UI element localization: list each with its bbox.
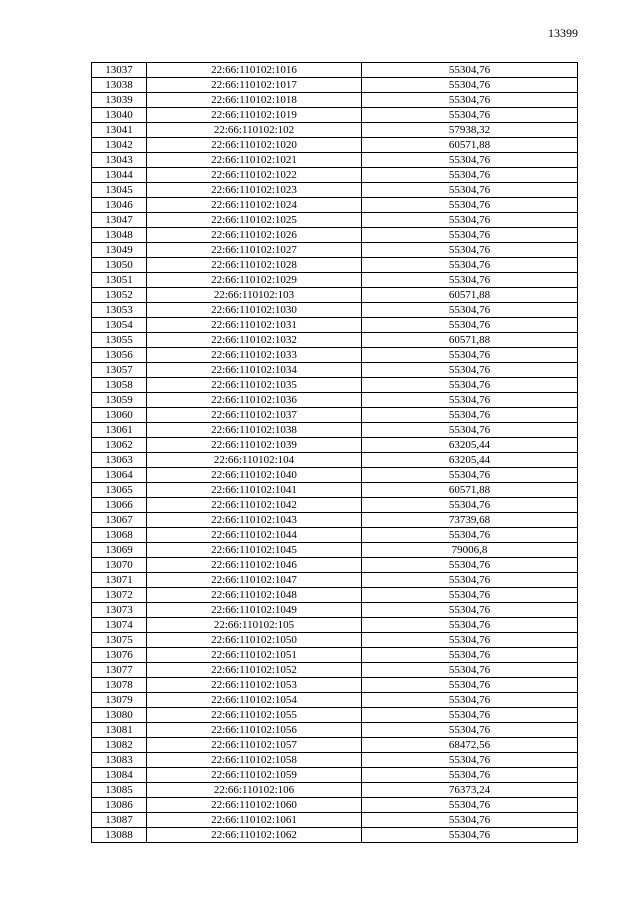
table-row — [92, 393, 578, 408]
table-row — [92, 228, 578, 243]
table-row — [92, 588, 578, 603]
cadastral-value-cell: 63205,44 — [362, 453, 578, 468]
table-row — [92, 468, 578, 483]
row-number-cell: 13082 — [92, 738, 147, 753]
row-number-cell: 13061 — [92, 423, 147, 438]
cadastral-number-cell: 22:66:110102:1020 — [147, 138, 362, 153]
cadastral-number-cell: 22:66:110102:105 — [147, 618, 362, 633]
row-number-cell: 13039 — [92, 93, 147, 108]
cadastral-number-cell: 22:66:110102:1033 — [147, 348, 362, 363]
cadastral-number-cell: 22:66:110102:1042 — [147, 498, 362, 513]
cadastral-value-cell: 55304,76 — [362, 168, 578, 183]
table-row — [92, 738, 578, 753]
cadastral-value-cell: 55304,76 — [362, 573, 578, 588]
page-number: 13399 — [548, 26, 578, 40]
table-row — [92, 558, 578, 573]
cadastral-value-cell: 55304,76 — [362, 273, 578, 288]
cadastral-number-cell: 22:66:110102:1056 — [147, 723, 362, 738]
row-number-cell: 13063 — [92, 453, 147, 468]
row-number-cell: 13045 — [92, 183, 147, 198]
table-row — [92, 693, 578, 708]
row-number-cell: 13077 — [92, 663, 147, 678]
cadastral-number-cell: 22:66:110102:1028 — [147, 258, 362, 273]
cadastral-number-cell: 22:66:110102:106 — [147, 783, 362, 798]
table-row — [92, 708, 578, 723]
table-row — [92, 618, 578, 633]
table-row — [92, 828, 578, 843]
table-row — [92, 183, 578, 198]
cadastral-value-cell: 55304,76 — [362, 618, 578, 633]
cadastral-number-cell: 22:66:110102:1048 — [147, 588, 362, 603]
cadastral-value-cell: 55304,76 — [362, 723, 578, 738]
cadastral-number-cell: 22:66:110102:1050 — [147, 633, 362, 648]
table-body — [92, 63, 578, 843]
row-number-cell: 13076 — [92, 648, 147, 663]
cadastral-value-cell: 55304,76 — [362, 798, 578, 813]
cadastral-value-cell: 55304,76 — [362, 753, 578, 768]
row-number-cell: 13053 — [92, 303, 147, 318]
row-number-cell: 13059 — [92, 393, 147, 408]
cadastral-number-cell: 22:66:110102:1038 — [147, 423, 362, 438]
row-number-cell: 13079 — [92, 693, 147, 708]
table-row — [92, 153, 578, 168]
cadastral-value-cell: 55304,76 — [362, 648, 578, 663]
table-row — [92, 498, 578, 513]
cadastral-number-cell: 22:66:110102:1039 — [147, 438, 362, 453]
row-number-cell: 13049 — [92, 243, 147, 258]
cadastral-number-cell: 22:66:110102:103 — [147, 288, 362, 303]
cadastral-value-cell: 55304,76 — [362, 93, 578, 108]
table-row — [92, 543, 578, 558]
cadastral-number-cell: 22:66:110102:1061 — [147, 813, 362, 828]
table-row — [92, 258, 578, 273]
row-number-cell: 13038 — [92, 78, 147, 93]
row-number-cell: 13073 — [92, 603, 147, 618]
table-row — [92, 333, 578, 348]
row-number-cell: 13066 — [92, 498, 147, 513]
row-number-cell: 13067 — [92, 513, 147, 528]
cadastral-number-cell: 22:66:110102:1040 — [147, 468, 362, 483]
row-number-cell: 13046 — [92, 198, 147, 213]
cadastral-number-cell: 22:66:110102:1017 — [147, 78, 362, 93]
table-row — [92, 783, 578, 798]
cadastral-value-cell: 73739,68 — [362, 513, 578, 528]
cadastral-value-cell: 55304,76 — [362, 633, 578, 648]
table-row — [92, 768, 578, 783]
row-number-cell: 13074 — [92, 618, 147, 633]
cadastral-value-cell: 55304,76 — [362, 228, 578, 243]
cadastral-value-cell: 55304,76 — [362, 603, 578, 618]
row-number-cell: 13085 — [92, 783, 147, 798]
cadastral-number-cell: 22:66:110102:102 — [147, 123, 362, 138]
cadastral-value-cell: 55304,76 — [362, 153, 578, 168]
cadastral-number-cell: 22:66:110102:1049 — [147, 603, 362, 618]
row-number-cell: 13069 — [92, 543, 147, 558]
cadastral-number-cell: 22:66:110102:1019 — [147, 108, 362, 123]
table-row — [92, 108, 578, 123]
table-row — [92, 168, 578, 183]
cadastral-value-cell: 60571,88 — [362, 483, 578, 498]
table-row — [92, 138, 578, 153]
row-number-cell: 13064 — [92, 468, 147, 483]
cadastral-value-cell: 60571,88 — [362, 333, 578, 348]
cadastral-value-cell: 68472,56 — [362, 738, 578, 753]
cadastral-value-cell: 55304,76 — [362, 498, 578, 513]
row-number-cell: 13084 — [92, 768, 147, 783]
row-number-cell: 13081 — [92, 723, 147, 738]
cadastral-number-cell: 22:66:110102:1024 — [147, 198, 362, 213]
table-row — [92, 213, 578, 228]
cadastral-number-cell: 22:66:110102:1026 — [147, 228, 362, 243]
cadastral-value-cell: 55304,76 — [362, 243, 578, 258]
cadastral-number-cell: 22:66:110102:1022 — [147, 168, 362, 183]
row-number-cell: 13080 — [92, 708, 147, 723]
table-row — [92, 93, 578, 108]
cadastral-value-cell: 63205,44 — [362, 438, 578, 453]
table-row — [92, 273, 578, 288]
table-row — [92, 528, 578, 543]
table-row — [92, 753, 578, 768]
cadastral-value-cell: 55304,76 — [362, 768, 578, 783]
cadastral-number-cell: 22:66:110102:1046 — [147, 558, 362, 573]
table-row — [92, 513, 578, 528]
row-number-cell: 13083 — [92, 753, 147, 768]
table-row — [92, 423, 578, 438]
table-row — [92, 408, 578, 423]
cadastral-value-cell: 55304,76 — [362, 393, 578, 408]
cadastral-number-cell: 22:66:110102:1021 — [147, 153, 362, 168]
row-number-cell: 13086 — [92, 798, 147, 813]
cadastral-value-cell: 60571,88 — [362, 138, 578, 153]
cadastral-number-cell: 22:66:110102:1025 — [147, 213, 362, 228]
cadastral-number-cell: 22:66:110102:1047 — [147, 573, 362, 588]
cadastral-number-cell: 22:66:110102:1058 — [147, 753, 362, 768]
row-number-cell: 13042 — [92, 138, 147, 153]
cadastral-number-cell: 22:66:110102:1031 — [147, 318, 362, 333]
table-row — [92, 363, 578, 378]
cadastral-value-cell: 55304,76 — [362, 693, 578, 708]
cadastral-number-cell: 22:66:110102:1053 — [147, 678, 362, 693]
row-number-cell: 13068 — [92, 528, 147, 543]
cadastral-number-cell: 22:66:110102:1054 — [147, 693, 362, 708]
row-number-cell: 13058 — [92, 378, 147, 393]
row-number-cell: 13062 — [92, 438, 147, 453]
cadastral-value-cell: 55304,76 — [362, 468, 578, 483]
cadastral-number-cell: 22:66:110102:1016 — [147, 63, 362, 78]
table-row — [92, 78, 578, 93]
cadastral-number-cell: 22:66:110102:1057 — [147, 738, 362, 753]
cadastral-number-cell: 22:66:110102:1029 — [147, 273, 362, 288]
cadastral-number-cell: 22:66:110102:1023 — [147, 183, 362, 198]
cadastral-value-cell: 55304,76 — [362, 663, 578, 678]
cadastral-value-cell: 55304,76 — [362, 813, 578, 828]
table-row — [92, 348, 578, 363]
table-row — [92, 243, 578, 258]
cadastral-value-cell: 57938,32 — [362, 123, 578, 138]
row-number-cell: 13055 — [92, 333, 147, 348]
cadastral-value-cell: 55304,76 — [362, 198, 578, 213]
row-number-cell: 13051 — [92, 273, 147, 288]
cadastral-value-cell: 55304,76 — [362, 708, 578, 723]
cadastral-value-cell: 55304,76 — [362, 78, 578, 93]
table-row — [92, 723, 578, 738]
cadastral-number-cell: 22:66:110102:1060 — [147, 798, 362, 813]
row-number-cell: 13065 — [92, 483, 147, 498]
cadastral-number-cell: 22:66:110102:1035 — [147, 378, 362, 393]
cadastral-value-cell: 79006,8 — [362, 543, 578, 558]
row-number-cell: 13056 — [92, 348, 147, 363]
cadastral-number-cell: 22:66:110102:1027 — [147, 243, 362, 258]
row-number-cell: 13037 — [92, 63, 147, 78]
row-number-cell: 13088 — [92, 828, 147, 843]
table-row — [92, 288, 578, 303]
cadastral-value-cell: 55304,76 — [362, 528, 578, 543]
table-row — [92, 318, 578, 333]
cadastral-value-cell: 55304,76 — [362, 558, 578, 573]
cadastral-number-cell: 22:66:110102:1052 — [147, 663, 362, 678]
cadastral-value-cell: 55304,76 — [362, 678, 578, 693]
row-number-cell: 13043 — [92, 153, 147, 168]
cadastral-value-cell: 55304,76 — [362, 423, 578, 438]
cadastral-value-cell: 55304,76 — [362, 318, 578, 333]
cadastral-number-cell: 22:66:110102:1034 — [147, 363, 362, 378]
cadastral-number-cell: 22:66:110102:1043 — [147, 513, 362, 528]
row-number-cell: 13057 — [92, 363, 147, 378]
row-number-cell: 13041 — [92, 123, 147, 138]
table-row — [92, 663, 578, 678]
cadastral-number-cell: 22:66:110102:1037 — [147, 408, 362, 423]
cadastral-number-cell: 22:66:110102:1044 — [147, 528, 362, 543]
row-number-cell: 13044 — [92, 168, 147, 183]
table-row — [92, 633, 578, 648]
cadastral-number-cell: 22:66:110102:1055 — [147, 708, 362, 723]
row-number-cell: 13078 — [92, 678, 147, 693]
cadastral-number-cell: 22:66:110102:1032 — [147, 333, 362, 348]
cadastral-value-cell: 55304,76 — [362, 213, 578, 228]
row-number-cell: 13047 — [92, 213, 147, 228]
table-row — [92, 378, 578, 393]
table-row — [92, 438, 578, 453]
cadastral-value-cell: 55304,76 — [362, 303, 578, 318]
cadastral-value-cell: 55304,76 — [362, 348, 578, 363]
cadastral-value-cell: 55304,76 — [362, 828, 578, 843]
cadastral-number-cell: 22:66:110102:1036 — [147, 393, 362, 408]
cadastral-number-cell: 22:66:110102:104 — [147, 453, 362, 468]
table-row — [92, 798, 578, 813]
row-number-cell: 13050 — [92, 258, 147, 273]
cadastral-number-cell: 22:66:110102:1041 — [147, 483, 362, 498]
row-number-cell: 13072 — [92, 588, 147, 603]
table-row — [92, 123, 578, 138]
cadastral-value-cell: 55304,76 — [362, 588, 578, 603]
table-row — [92, 483, 578, 498]
cadastral-value-cell: 55304,76 — [362, 108, 578, 123]
cadastral-value-table — [91, 62, 578, 843]
row-number-cell: 13071 — [92, 573, 147, 588]
row-number-cell: 13060 — [92, 408, 147, 423]
row-number-cell: 13040 — [92, 108, 147, 123]
cadastral-value-cell: 76373,24 — [362, 783, 578, 798]
row-number-cell: 13054 — [92, 318, 147, 333]
cadastral-number-cell: 22:66:110102:1018 — [147, 93, 362, 108]
table-row — [92, 453, 578, 468]
table-row — [92, 63, 578, 78]
table-row — [92, 678, 578, 693]
cadastral-value-cell: 55304,76 — [362, 63, 578, 78]
cadastral-value-cell: 55304,76 — [362, 378, 578, 393]
table-row — [92, 303, 578, 318]
table-row — [92, 198, 578, 213]
row-number-cell: 13048 — [92, 228, 147, 243]
cadastral-value-cell: 55304,76 — [362, 408, 578, 423]
row-number-cell: 13075 — [92, 633, 147, 648]
cadastral-number-cell: 22:66:110102:1030 — [147, 303, 362, 318]
row-number-cell: 13087 — [92, 813, 147, 828]
cadastral-value-cell: 55304,76 — [362, 258, 578, 273]
table-row — [92, 648, 578, 663]
cadastral-number-cell: 22:66:110102:1051 — [147, 648, 362, 663]
cadastral-number-cell: 22:66:110102:1059 — [147, 768, 362, 783]
cadastral-number-cell: 22:66:110102:1045 — [147, 543, 362, 558]
table-row — [92, 813, 578, 828]
table-row — [92, 573, 578, 588]
row-number-cell: 13052 — [92, 288, 147, 303]
cadastral-number-cell: 22:66:110102:1062 — [147, 828, 362, 843]
table-row — [92, 603, 578, 618]
cadastral-value-cell: 55304,76 — [362, 183, 578, 198]
row-number-cell: 13070 — [92, 558, 147, 573]
cadastral-value-cell: 55304,76 — [362, 363, 578, 378]
cadastral-value-cell: 60571,88 — [362, 288, 578, 303]
